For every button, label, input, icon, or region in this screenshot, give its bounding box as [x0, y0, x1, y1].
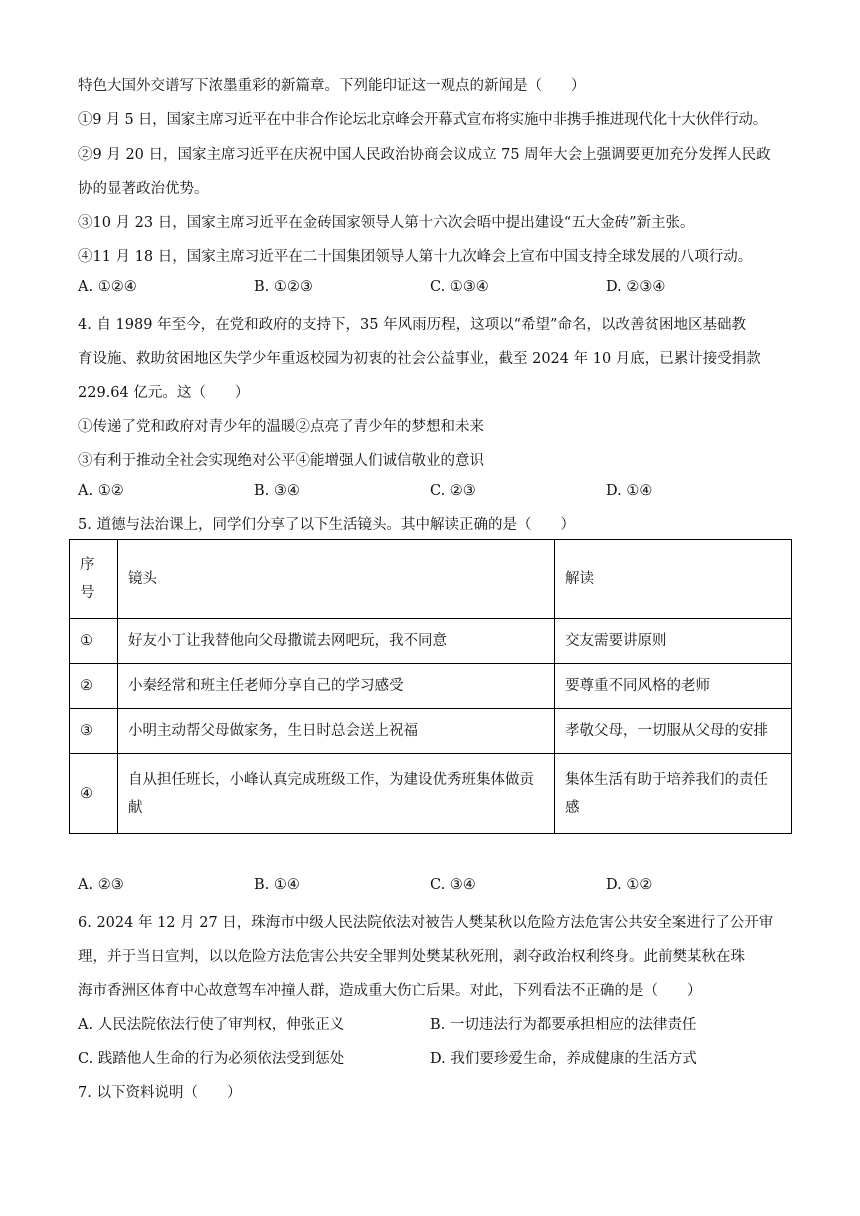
q3-option-a[interactable]: A. ①②④	[78, 279, 137, 295]
q3-item-3: ③10 月 23 日，国家主席习近平在金砖国家领导人第十六次会晤中提出建设“五大金砖”新主张。	[78, 215, 695, 231]
q5-header-reading: 解读	[555, 540, 792, 619]
q4-items-1-2: ①传递了党和政府对青少年的温暖②点亮了青少年的梦想和未来	[78, 419, 484, 435]
q3-item-2b: 协的显著政治优势。	[78, 181, 209, 197]
q5-row4-reading-line1: 集体生活有助于培养我们的责任	[565, 771, 768, 788]
q6-option-c[interactable]: C. 践踏他人生命的行为必须依法受到惩处	[78, 1051, 345, 1067]
q5-row4-scene-line2: 献	[128, 799, 143, 816]
q4-option-d[interactable]: D. ①④	[606, 483, 653, 499]
q5-header-num-2: 号	[80, 585, 95, 601]
q4-option-a[interactable]: A. ①②	[78, 483, 124, 499]
q5-row1-num: ①	[70, 619, 118, 664]
q5-header-row	[70, 540, 792, 619]
q3-intro: 特色大国外交谱写下浓墨重彩的新篇章。下列能印证这一观点的新闻是（ ）	[78, 78, 586, 94]
q6-option-a[interactable]: A. 人民法院依法行使了审判权，伸张正义	[78, 1017, 345, 1033]
q5-row4-reading-line2: 感	[565, 799, 580, 816]
q6-stem-1: 6. 2024 年 12 月 27 日，珠海市中级人民法院依法对被告人樊某秋以危险方法危害公共安全案进行了公开审	[78, 915, 774, 931]
q4-option-b[interactable]: B. ③④	[254, 483, 300, 499]
q3-option-c[interactable]: C. ①③④	[430, 279, 489, 295]
q4-items-3-4: ③有利于推动全社会实现绝对公平④能增强人们诚信敬业的意识	[78, 453, 484, 469]
q5-row4-scene	[118, 754, 555, 834]
q5-row3-num: ③	[70, 709, 118, 754]
q5-option-c[interactable]: C. ③④	[430, 877, 476, 893]
q5-row2-scene: 小秦经常和班主任老师分享自己的学习感受	[118, 664, 555, 709]
q5-option-b[interactable]: B. ①④	[254, 877, 300, 893]
q3-item-2a: ②9 月 20 日，国家主席习近平在庆祝中国人民政治协商会议成立 75 周年大会上强调要更加充分发挥人民政	[78, 147, 771, 163]
q3-options	[78, 279, 778, 299]
q5-row4-num: ④	[70, 754, 118, 834]
table-row	[70, 664, 792, 709]
q5-options	[78, 877, 778, 897]
q4-option-c[interactable]: C. ②③	[430, 483, 476, 499]
q6-stem-2: 理，并于当日宣判，以以危险方法危害公共安全罪判处樊某秋死刑，剥夺政治权利终身。此前樊某秋在珠	[78, 949, 745, 965]
q5-row4-reading	[555, 754, 792, 834]
q5-row4-scene-line1: 自从担任班长，小峰认真完成班级工作，为建设优秀班集体做贡	[128, 771, 534, 788]
q4-stem-1: 4. 自 1989 年至今，在党和政府的支持下，35 年风雨历程，这项以“希望”命名，以改善贫困地区基础教	[78, 317, 746, 333]
q5-header-num	[70, 540, 118, 619]
q5-row1-scene: 好友小丁让我替他向父母撒谎去网吧玩，我不同意	[118, 619, 555, 664]
q5-row2-num: ②	[70, 664, 118, 709]
q5-header-scene: 镜头	[118, 540, 555, 619]
q5-table	[69, 539, 792, 834]
table-row	[70, 709, 792, 754]
q5-row2-reading: 要尊重不同风格的老师	[555, 664, 792, 709]
q6-options-row1	[78, 1013, 778, 1033]
q5-row3-reading: 孝敬父母，一切服从父母的安排	[555, 709, 792, 754]
q6-option-d[interactable]: D. 我们要珍爱生命，养成健康的生活方式	[430, 1051, 697, 1067]
q5-header-num-1: 序	[80, 557, 95, 573]
q5-stem: 5. 道德与法治课上，同学们分享了以下生活镜头。其中解读正确的是（ ）	[78, 517, 575, 533]
q5-row1-reading: 交友需要讲原则	[555, 619, 792, 664]
q5-option-a[interactable]: A. ②③	[78, 877, 124, 893]
q6-option-b[interactable]: B. 一切违法行为都要承担相应的法律责任	[430, 1017, 697, 1033]
table-row	[70, 754, 792, 834]
q3-item-4: ④11 月 18 日，国家主席习近平在二十国集团领导人第十九次峰会上宣布中国支持全球发展的八项行动。	[78, 249, 753, 265]
q5-row3-scene: 小明主动帮父母做家务，生日时总会送上祝福	[118, 709, 555, 754]
q4-options	[78, 483, 778, 503]
q5-option-d[interactable]: D. ①②	[606, 877, 653, 893]
table-row	[70, 619, 792, 664]
q3-option-b[interactable]: B. ①②③	[254, 279, 313, 295]
q4-stem-2: 育设施、救助贫困地区失学少年重返校园为初衷的社会公益事业，截至 2024 年 10 月底，已累计接受捐款	[78, 351, 761, 367]
q3-option-d[interactable]: D. ②③④	[606, 279, 666, 295]
q6-options-row2	[78, 1047, 778, 1067]
q6-stem-3: 海市香洲区体育中心故意驾车冲撞人群，造成重大伤亡后果。对此，下列看法不正确的是（ ）	[78, 983, 702, 999]
q4-stem-3: 229.64 亿元。这（ ）	[78, 385, 250, 401]
q7-stem: 7. 以下资料说明（ ）	[78, 1085, 242, 1101]
q3-item-1: ①9 月 5 日，国家主席习近平在中非合作论坛北京峰会开幕式宣布将实施中非携手推进现代化十大伙伴行动。	[78, 112, 768, 128]
